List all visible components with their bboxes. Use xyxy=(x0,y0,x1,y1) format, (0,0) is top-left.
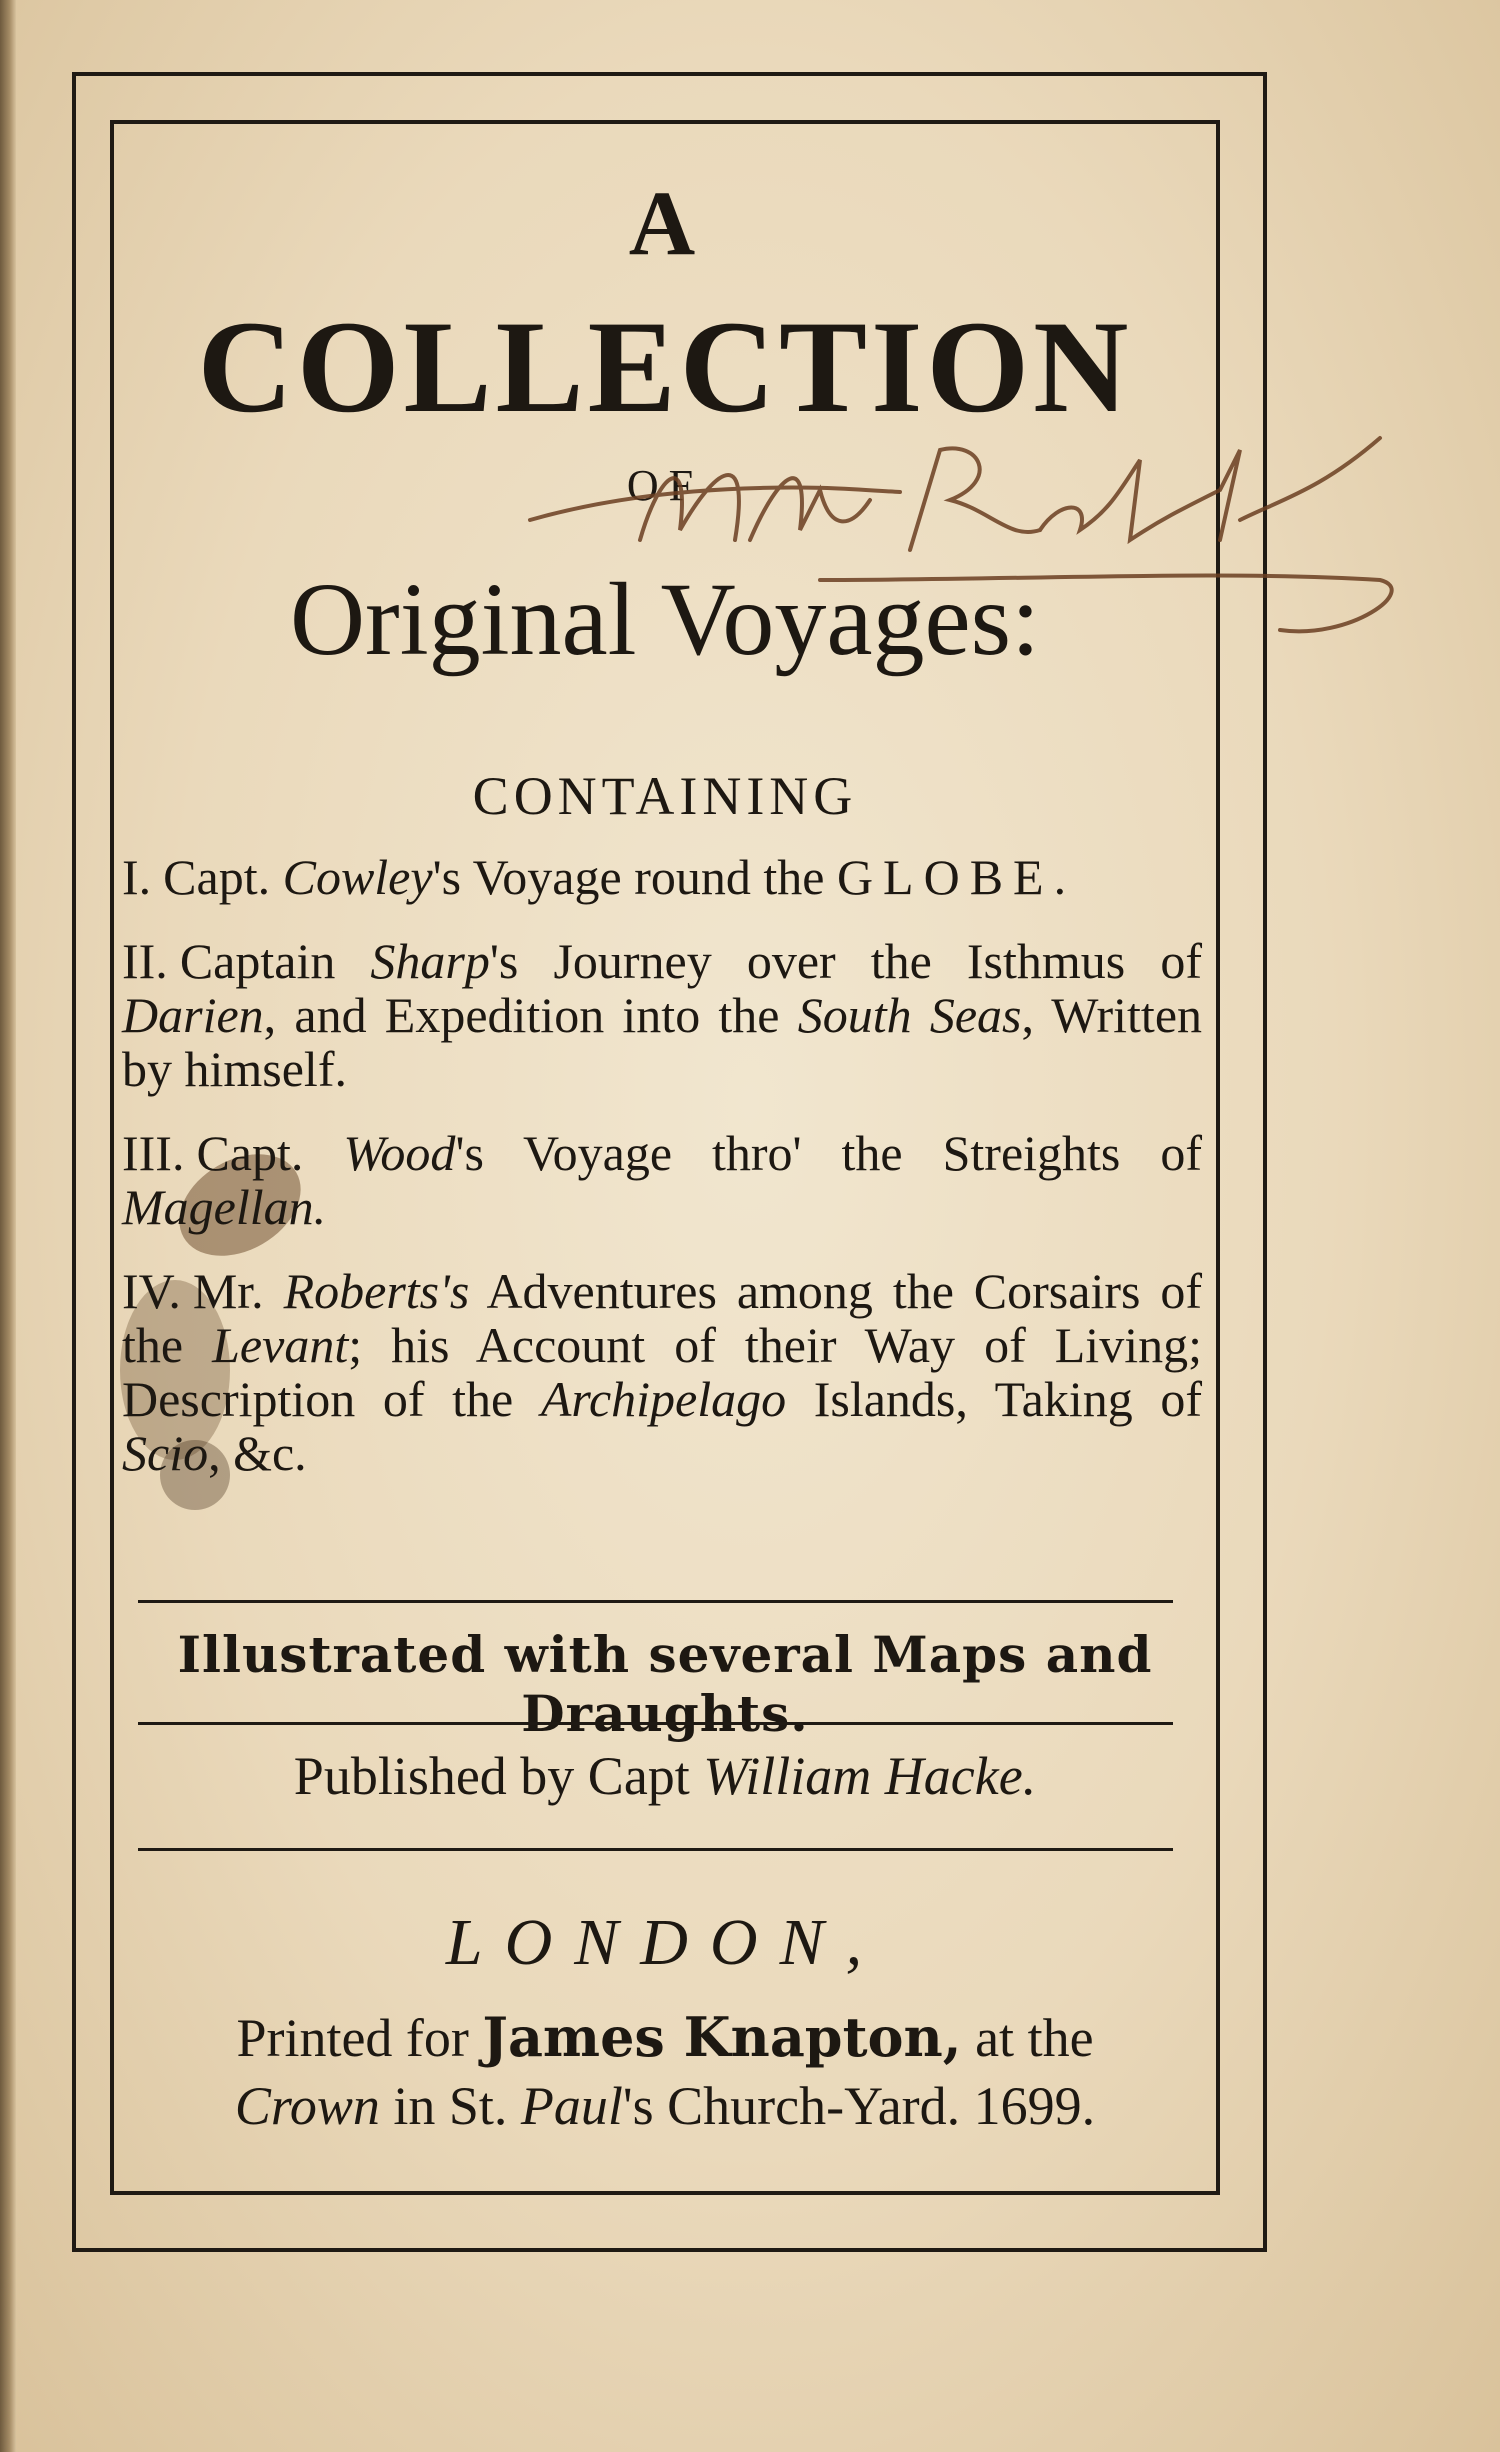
item-text: Islands, Taking of xyxy=(786,1371,1202,1427)
rule-divider xyxy=(138,1722,1173,1725)
item-text: , &c. xyxy=(208,1425,307,1481)
item-italic: South Seas xyxy=(797,987,1022,1043)
publisher-name: William Hacke. xyxy=(703,1746,1037,1806)
published-prefix: Published by Capt xyxy=(293,1746,704,1806)
rule-divider xyxy=(138,1600,1173,1603)
rule-divider xyxy=(138,1848,1173,1851)
imprint-printer-line xyxy=(110,2005,1220,2069)
printed-prefix: Printed for xyxy=(236,2008,483,2068)
item-text: Capt. xyxy=(163,849,283,905)
list-item xyxy=(122,1126,1202,1234)
imprint-address-line xyxy=(110,2075,1220,2137)
item-text: , and Expedition into the xyxy=(263,987,798,1043)
handwritten-signature xyxy=(520,430,1400,710)
list-item xyxy=(122,934,1202,1096)
address-text: in St. xyxy=(379,2076,521,2136)
list-item xyxy=(122,850,1202,904)
item-text: ; his Account of their Way of Living; Description of the xyxy=(122,1317,1202,1427)
item-italic: Levant xyxy=(212,1317,349,1373)
item-text: Mr. xyxy=(192,1263,284,1319)
item-italic: Cowley xyxy=(282,849,433,905)
list-item xyxy=(122,1264,1202,1480)
printer-name: James Knapton, xyxy=(482,2005,962,2069)
churchyard-text: 's Church-Yard. 1699. xyxy=(622,2076,1096,2136)
item-text: Capt. xyxy=(196,1125,344,1181)
printed-suffix: at the xyxy=(961,2008,1094,2068)
paul-text: Paul xyxy=(520,2076,623,2136)
item-number: II. xyxy=(122,933,168,989)
item-number: I. xyxy=(122,849,152,905)
title-collection: COLLECTION xyxy=(197,293,1133,440)
item-text: Captain xyxy=(179,933,371,989)
item-italic: Archipelago xyxy=(540,1371,787,1427)
item-italic: Sharp xyxy=(370,933,490,989)
item-italic: Darien xyxy=(122,987,264,1043)
book-spine-edge xyxy=(0,0,16,2452)
containing-heading: CONTAINING xyxy=(472,766,858,826)
contents-list xyxy=(122,850,1202,1510)
item-number: IV. xyxy=(122,1263,181,1319)
item-italic: Scio xyxy=(122,1425,209,1481)
title-original-voyages: Original Voyages: xyxy=(289,562,1041,677)
item-italic: Wood xyxy=(343,1125,456,1181)
item-text: , Written by himself. xyxy=(122,987,1203,1097)
illustrated-line: Illustrated with several Maps and Draughts. xyxy=(177,1625,1153,1743)
title-a: A xyxy=(628,172,702,274)
item-number: III. xyxy=(122,1125,185,1181)
crown-text: Crown xyxy=(234,2076,380,2136)
imprint-city: LONDON, xyxy=(445,1906,885,1979)
item-text: Adventures among the Corsairs of the xyxy=(122,1263,1203,1373)
item-italic: Roberts's xyxy=(283,1263,470,1319)
item-text: 's Voyage thro' the Streights of xyxy=(455,1125,1202,1181)
item-text: GLOBE. xyxy=(836,849,1077,905)
item-text: 's Journey over the Isthmus of xyxy=(489,933,1202,989)
item-italic: Magellan. xyxy=(122,1179,327,1235)
item-text: 's Voyage round the xyxy=(432,849,837,905)
title-of: OF xyxy=(626,461,704,510)
published-by xyxy=(110,1745,1220,1807)
